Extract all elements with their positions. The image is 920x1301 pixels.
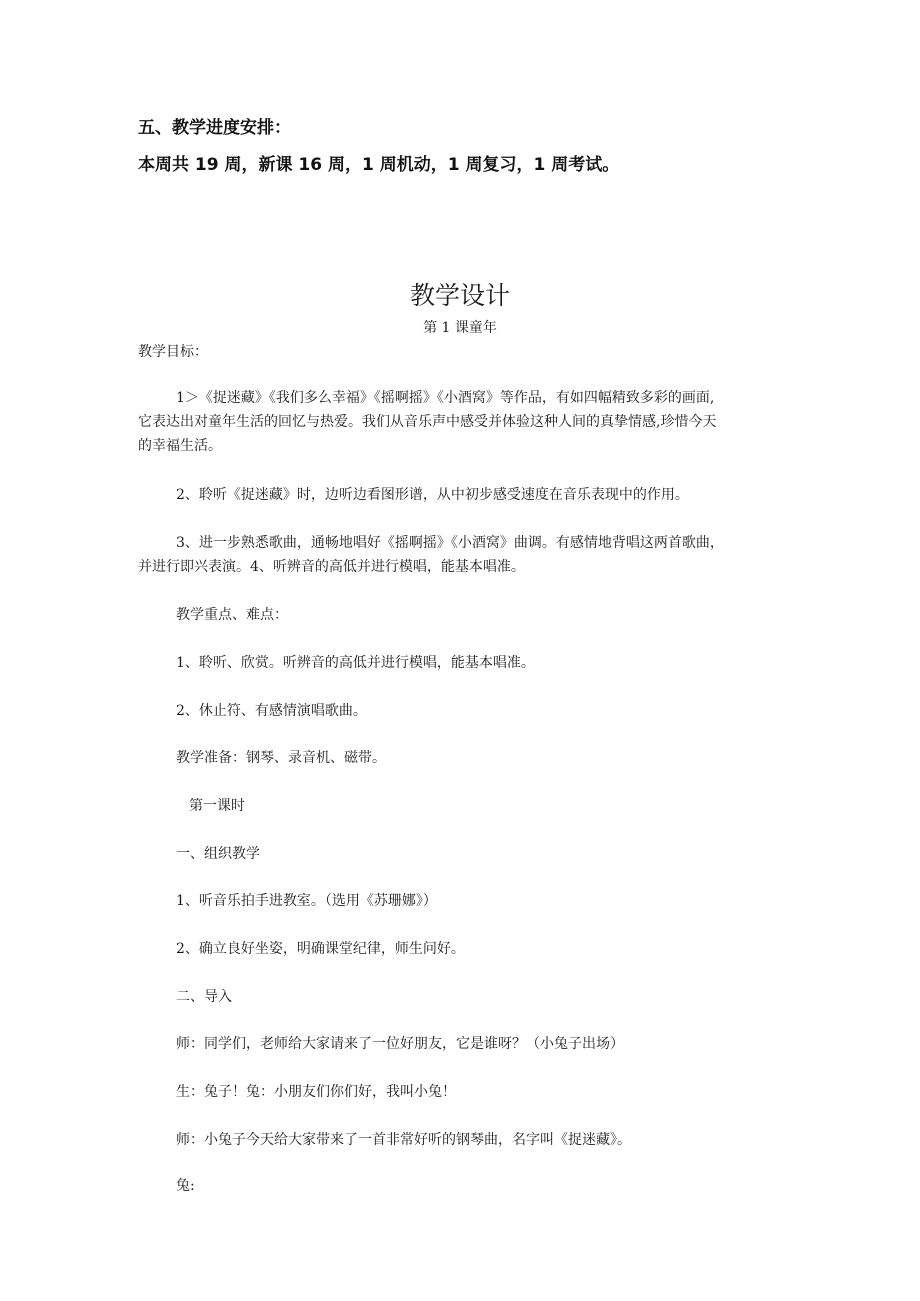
- key-point-2: 2、休止符、有感情演唱歌曲。: [176, 703, 367, 719]
- objective-3-line-1: 3、进一步熟悉歌曲，通畅地唱好《摇啊摇》《小酒窝》曲调。有感情地背唱这两首歌曲，: [176, 535, 724, 551]
- part-2-heading: 二、导入: [176, 989, 232, 1005]
- lesson-subtitle: 第 1 课童年: [423, 320, 497, 336]
- dialog-line-4: 兔:: [176, 1178, 195, 1194]
- objectives-label: 教学目标：: [138, 344, 208, 360]
- lesson-label: 第一课时: [189, 798, 245, 814]
- dialog-line-1: 师：同学们，老师给大家请来了一位好朋友，它是谁呀？（小兔子出场）: [176, 1036, 624, 1052]
- preparation: 教学准备：钢琴、录音机、磁带。: [176, 750, 386, 766]
- page-title: 教学设计: [409, 281, 510, 310]
- key-point-1: 1、聆听、欣赏。听辨音的高低并进行模唱，能基本唱准。: [176, 655, 535, 671]
- schedule-text: 本周共 19 周，新课 16 周，1 周机动，1 周复习，1 周考试。: [138, 155, 620, 175]
- objective-2: 2、聆听《捉迷藏》时，边听边看图形谱，从中初步感受速度在音乐表现中的作用。: [176, 487, 689, 503]
- dialog-line-2: 生：兔子！兔：小朋友们你们好，我叫小兔！: [176, 1084, 456, 1100]
- part-1-heading: 一、组织教学: [176, 846, 260, 862]
- part-1-item-1: 1、听音乐拍手进教室。（选用《苏珊娜》）: [176, 893, 437, 909]
- key-points-label: 教学重点、难点：: [176, 607, 288, 623]
- objective-1-line-1: 1＞《捉迷藏》《我们多么幸福》《摇啊摇》《小酒窝》等作品，有如四幅精致多彩的画面,: [176, 390, 715, 406]
- objective-1-line-2: 它表达出对童年生活的回忆与热爱。我们从音乐声中感受并体验这种人间的真挚情感,珍惜今天: [138, 414, 717, 430]
- objective-3-line-2: 并进行即兴表演。4、听辨音的高低并进行模唱，能基本唱准。: [138, 559, 525, 575]
- objective-1-line-3: 的幸福生活。: [138, 438, 222, 454]
- dialog-line-3: 师：小兔子今天给大家带来了一首非常好听的钢琴曲，名字叫《捉迷藏》。: [176, 1132, 631, 1148]
- part-1-item-2: 2、确立良好坐姿，明确课堂纪律，师生问好。: [176, 941, 465, 957]
- section-heading: 五、教学进度安排：: [138, 118, 291, 138]
